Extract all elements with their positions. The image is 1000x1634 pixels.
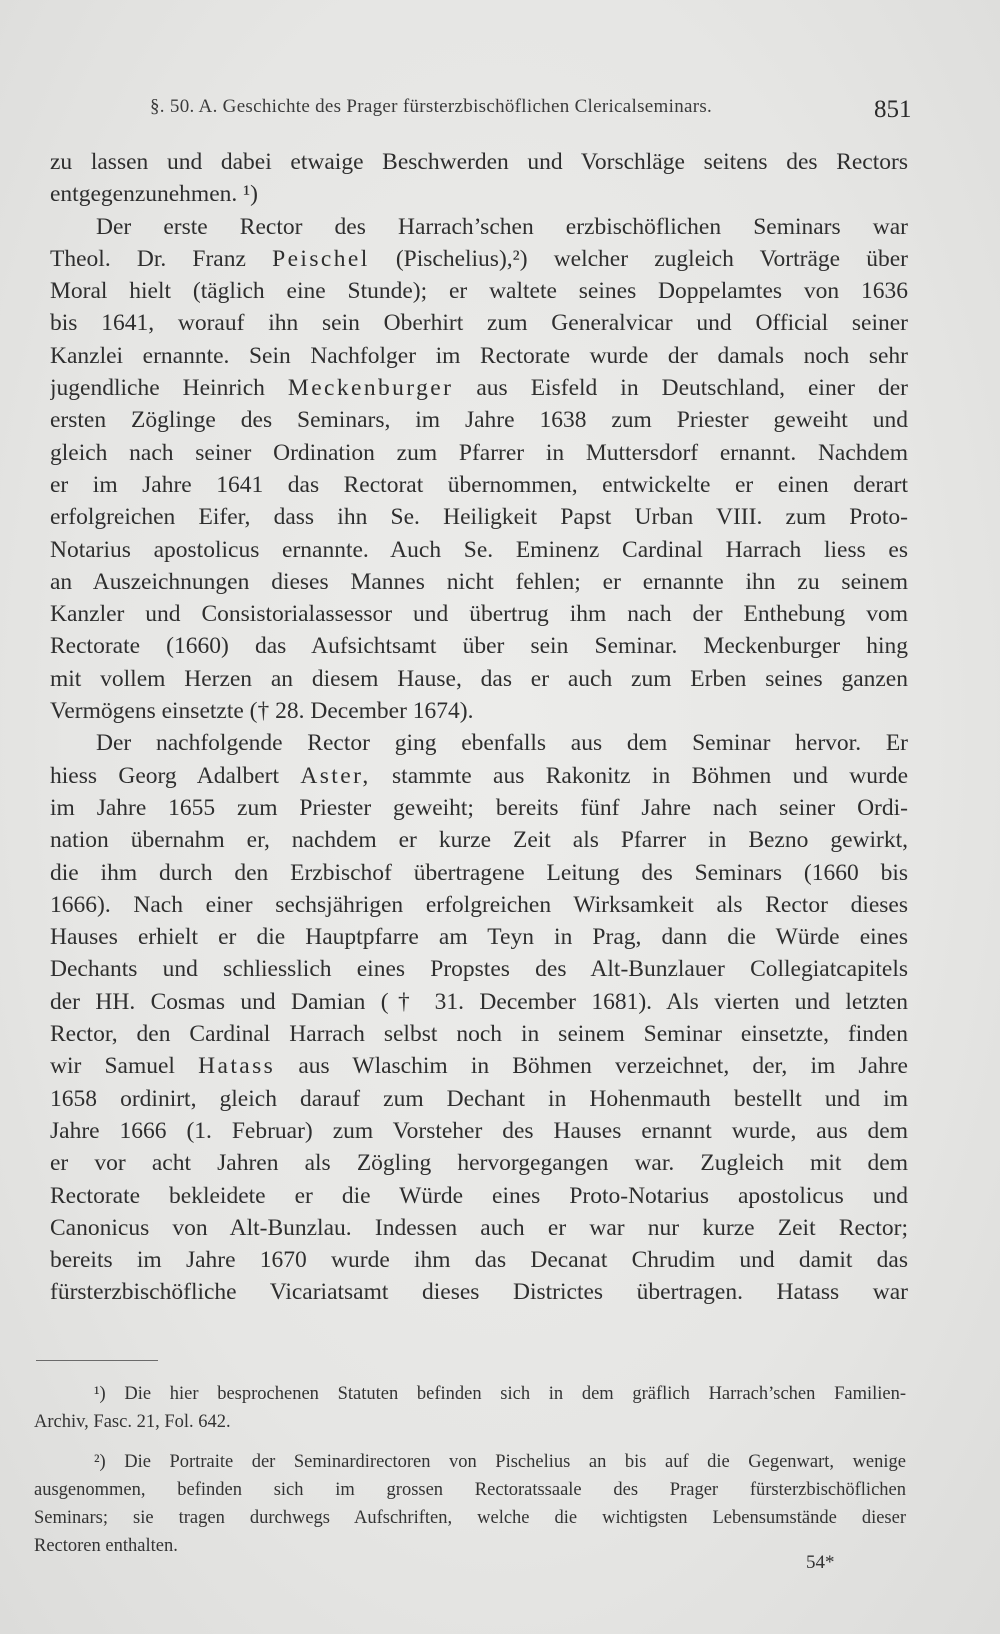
person-name: Meckenburger: [287, 375, 454, 402]
text-line: [50, 243, 908, 275]
text-line: bereits im Jahre 1670 wurde ihm das Decanat Chrudim und damit das: [50, 1247, 908, 1274]
text-line: er vor acht Jahren als Zögling hervorgegangen war. Zugleich mit dem: [50, 1150, 908, 1177]
text-fragment: stammte aus Rakonitz in Böhmen und wurde: [392, 762, 908, 789]
text-fragment: aus Wlaschim in Böhmen verzeichnet, der, im Jahre: [298, 1053, 908, 1080]
running-head: §. 50. A. Geschichte des Prager fürsterzbischöflichen Clericalseminars.: [150, 96, 713, 117]
text-fragment: wir Samuel: [50, 1053, 175, 1080]
text-fragment: Theol. Dr. Franz: [50, 245, 246, 272]
text-line: die ihm durch den Erzbischof übertragene Leitung des Seminars (1660 bis: [50, 859, 908, 886]
text-line: Kanzlei ernannte. Sein Nachfolger im Rectorate wurde der damals noch sehr: [50, 342, 908, 369]
text-fragment: jugendliche Heinrich: [50, 375, 265, 402]
person-name: Peischel: [272, 245, 370, 272]
text-line: im Jahre 1655 zum Priester geweiht; bereits fünf Jahre nach seiner Ordi-: [50, 794, 908, 821]
text-fragment: aus Eisfeld in Deutschland, einer der: [476, 375, 908, 402]
text-fragment: hiess Georg Adalbert: [50, 762, 279, 789]
footnote-line: Seminars; sie tragen durchwegs Aufschriften, welche die wichtigsten Lebensumstände dieser: [34, 1508, 906, 1528]
text-line: Notarius apostolicus ernannte. Auch Se. Eminenz Cardinal Harrach liess es: [50, 536, 908, 563]
text-fragment: (Pischelius),²) welcher zugleich Vorträge über: [395, 245, 908, 272]
text-line: Vermögens einsetzte († 28. December 1674).: [50, 698, 474, 725]
footnote-line: ²) Die Portraite der Seminardirectoren von Pischelius an bis auf die Gegenwart, wenige: [94, 1452, 906, 1472]
signature-mark: 54*: [806, 1552, 835, 1573]
footnotes: [34, 1380, 906, 1560]
footnote-line: Rectoren enthalten.: [34, 1536, 178, 1556]
text-line: Rectorate bekleidete er die Würde eines Proto-Notarius apostolicus und: [50, 1182, 908, 1209]
footnote-gap: [34, 1436, 906, 1448]
text-line: Canonicus von Alt-Bunzlau. Indessen auch er war nur kurze Zeit Rector;: [50, 1214, 908, 1241]
text-line: Kanzler und Consistorialassessor und übertrug ihm nach der Enthebung vom: [50, 601, 908, 628]
text-line: ersten Zöglinge des Seminars, im Jahre 1638 zum Priester geweiht und: [50, 407, 908, 434]
footnote-divider: [36, 1360, 158, 1361]
person-name: Hatass: [198, 1053, 276, 1080]
text-line: [50, 372, 908, 404]
page-number: 851: [874, 96, 912, 123]
text-line: fürsterzbischöfliche Vicariatsamt dieses Districtes übertragen. Hatass war: [50, 1279, 908, 1306]
body-text: [50, 146, 908, 1309]
text-line: zu lassen und dabei etwaige Beschwerden und Vorschläge seitens des Rectors: [50, 149, 908, 175]
text-line: [50, 1050, 908, 1082]
text-line: der HH. Cosmas und Damian († 31. December 1681). Als vierten und letzten: [50, 988, 908, 1015]
text-line: Jahre 1666 (1. Februar) zum Vorsteher des Hauses ernannt wurde, aus dem: [50, 1117, 908, 1144]
text-line: Der nachfolgende Rector ging ebenfalls aus dem Seminar hervor. Er: [96, 730, 908, 757]
text-line: bis 1641, worauf ihn sein Oberhirt zum Generalvicar und Official seiner: [50, 310, 908, 337]
text-line: Hauses erhielt er die Hauptpfarre am Teyn in Prag, dann die Würde eines: [50, 924, 908, 951]
text-line: er im Jahre 1641 das Rectorat übernommen, entwickelte er einen derart: [50, 471, 908, 498]
text-line: 1666). Nach einer sechsjährigen erfolgreichen Wirksamkeit als Rector dieses: [50, 891, 908, 918]
text-line: Der erste Rector des Harrach’schen erzbischöflichen Seminars war: [96, 213, 908, 240]
text-line: Dechants und schliesslich eines Propstes des Alt-Bunzlauer Collegiatcapitels: [50, 956, 908, 983]
text-line: mit vollem Herzen an diesem Hause, das er auch zum Erben seines ganzen: [50, 665, 908, 692]
text-line: Moral hielt (täglich eine Stunde); er waltete seines Doppelamtes von 1636: [50, 278, 908, 305]
text-line: entgegenzunehmen. ¹): [50, 181, 259, 208]
text-line: gleich nach seiner Ordination zum Pfarrer in Muttersdorf ernannt. Nachdem: [50, 439, 908, 466]
person-name: Aster,: [300, 762, 371, 789]
text-line: [50, 760, 908, 792]
footnote-line: ¹) Die hier besprochenen Statuten befinden sich in dem gräflich Harrach’schen Familien-: [94, 1384, 906, 1404]
text-line: an Auszeichnungen dieses Mannes nicht fehlen; er ernannte ihn zu seinem: [50, 568, 908, 595]
text-line: Rector, den Cardinal Harrach selbst noch in seinem Seminar einsetzte, finden: [50, 1021, 908, 1048]
text-line: Rectorate (1660) das Aufsichtsamt über sein Seminar. Meckenburger hing: [50, 633, 908, 660]
footnote-line: Archiv, Fasc. 21, Fol. 642.: [34, 1412, 231, 1432]
text-line: erfolgreichen Eifer, dass ihn Se. Heiligkeit Papst Urban VIII. zum Proto-: [50, 504, 908, 531]
text-line: 1658 ordinirt, gleich darauf zum Dechant in Hohenmauth bestellt und im: [50, 1085, 908, 1112]
text-line: nation übernahm er, nachdem er kurze Zeit als Pfarrer in Bezno gewirkt,: [50, 827, 908, 854]
footnote-line: ausgenommen, befinden sich im grossen Rectoratssaale des Prager fürsterzbischöflichen: [34, 1480, 906, 1500]
